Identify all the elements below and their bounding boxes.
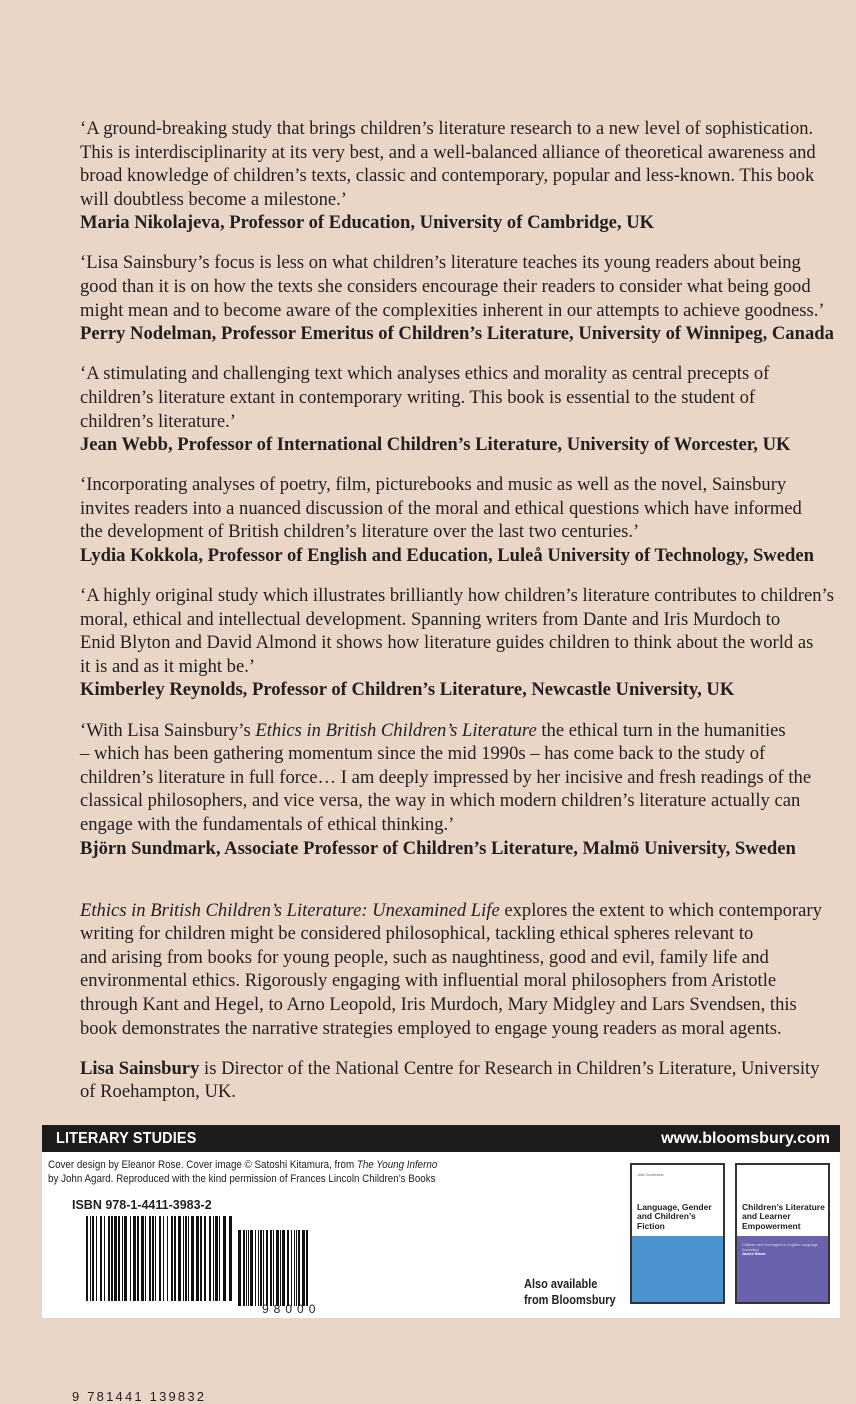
quote-line: ‘With Lisa Sainsbury’s Ethics in British Children’s Literature the ethical turn in the humanities	[80, 719, 786, 741]
barcode-bar	[258, 1230, 259, 1306]
category-label: LITERARY STUDIES	[56, 1129, 197, 1147]
barcode-bar	[250, 1230, 253, 1306]
bio-text: is Director of the National Centre for Research in Children’s Literature, University	[199, 1057, 820, 1079]
quote-line: ‘A stimulating and challenging text which analyses ethics and morality as central precepts of	[80, 363, 770, 385]
quote-line: will doubtless become a milestone.’	[80, 188, 347, 210]
barcode-bar	[263, 1230, 264, 1306]
barcode-bar	[90, 1216, 91, 1301]
barcode-bar	[171, 1216, 173, 1301]
quote-line: children’s literature extant in contemporary writing. This book is essential to the student of	[80, 386, 756, 408]
quote-1	[80, 117, 850, 235]
barcode-bar	[159, 1216, 161, 1301]
barcode-bar	[219, 1216, 220, 1301]
barcode-bar	[280, 1230, 281, 1306]
cover-credits: Cover design by Eleanor Rose. Cover image © Satoshi Kitamura, from The Young Inferno by John Agard. Reproduced with the kind permission of Frances Lincoln Children’s Books	[48, 1159, 438, 1185]
quote-attribution: Kimberley Reynolds, Professor of Children’s Literature, Newcastle University, UK	[80, 679, 735, 701]
description-line: through Kant and Hegel, to Arno Leopold, Iris Murdoch, Mary Midgley and Lars Svendsen, this	[80, 994, 797, 1015]
barcode-bar	[183, 1216, 184, 1301]
barcode-bar	[114, 1216, 117, 1301]
barcode-bar	[152, 1216, 154, 1301]
quote-line: engage with the fundamentals of ethical thinking.’	[80, 813, 455, 835]
description-line: and arising from books for young people, such as naughtiness, good and evil, family life and	[80, 946, 769, 968]
cover-author: Jane Sunderland	[637, 1173, 664, 1177]
quote-line: ‘Incorporating analyses of poetry, film, picturebooks and music as well as the novel, Sainsbury	[80, 474, 787, 496]
quote-3	[80, 362, 850, 456]
quote-5	[80, 584, 850, 702]
cover-title: Children’s Literature and Learner Empowerment	[742, 1201, 825, 1231]
barcode-bar	[92, 1216, 94, 1301]
barcode-bar	[185, 1216, 187, 1301]
price-code: 98000	[262, 1302, 321, 1316]
quote-2	[80, 251, 850, 345]
description	[80, 899, 850, 1041]
barcode-bar	[223, 1216, 226, 1301]
barcode-bar	[294, 1230, 295, 1306]
related-book-cover-1[interactable]	[630, 1163, 725, 1304]
barcode-bar	[100, 1216, 102, 1301]
barcode-bar	[108, 1216, 110, 1301]
barcode-bar	[238, 1230, 241, 1306]
description-line: book demonstrates the narrative strategies employed to engage young readers as moral agents.	[80, 1017, 782, 1039]
related-book-cover-2[interactable]	[735, 1163, 830, 1304]
author-name: Lisa Sainsbury	[80, 1057, 200, 1079]
barcode-bar	[255, 1230, 256, 1306]
barcode-bar	[248, 1230, 249, 1306]
isbn: ISBN 978-1-4411-3983-2	[72, 1198, 212, 1212]
barcode-bar	[124, 1216, 127, 1301]
quote-attribution: Perry Nodelman, Professor Emeritus of Children’s Literature, University of Winnipeg, Canada	[80, 323, 834, 345]
quote-line: the development of British children’s literature over the last two centuries.’	[80, 521, 640, 543]
quote-line: Enid Blyton and David Almond it shows how literature guides children to think about the world as	[80, 632, 814, 654]
quote-line: children’s literature in full force… I am deeply impressed by her incisive and fresh readings of the	[80, 766, 812, 788]
barcode-bar	[178, 1216, 181, 1301]
quote-line: invites readers into a nuanced discussion of the moral and ethical questions which have informed	[80, 497, 802, 519]
quote-6	[80, 719, 850, 861]
quote-line: good than it is on how the texts she considers encourage their readers to consider what being good	[80, 276, 811, 298]
barcode-bar	[104, 1216, 105, 1301]
barcode	[72, 1216, 321, 1404]
barcode-bar	[111, 1216, 113, 1301]
cover-author: Janice Bland	[742, 1252, 766, 1256]
barcode-bar	[298, 1230, 300, 1306]
quote-line: This is interdisciplinarity at its very best, and a well-balanced alliance of theoretical awareness and	[80, 141, 816, 163]
barcode-bar	[155, 1216, 156, 1301]
barcode-bar	[276, 1230, 279, 1306]
barcode-bar	[273, 1230, 274, 1306]
quote-line: children’s literature.’	[80, 410, 236, 432]
barcode-bar	[209, 1216, 211, 1301]
barcode-bar	[213, 1216, 214, 1301]
barcode-bar	[145, 1216, 146, 1301]
barcode-bar	[118, 1216, 120, 1301]
barcode-bar	[291, 1230, 292, 1306]
barcode-bar	[141, 1216, 144, 1301]
description-line: writing for children might be considered philosophical, tackling ethical spheres relevant to	[80, 923, 754, 945]
website-link[interactable]: www.bloomsbury.com	[661, 1129, 830, 1147]
barcode-bar	[282, 1230, 285, 1306]
barcode-bar	[174, 1216, 176, 1301]
barcode-bar	[270, 1230, 272, 1306]
barcode-bar	[200, 1216, 202, 1301]
barcode-bar	[260, 1230, 262, 1306]
barcode-bar	[302, 1230, 305, 1306]
barcode-bar	[306, 1230, 308, 1306]
cover-title: Language, Gender and Children’s Fiction	[637, 1201, 712, 1231]
also-available-label: Also available from Bloomsbury	[524, 1277, 616, 1307]
quote-4	[80, 473, 850, 567]
barcode-bar	[163, 1216, 164, 1301]
barcode-bar	[86, 1216, 88, 1301]
barcode-bar	[96, 1216, 97, 1301]
quote-line: broad knowledge of children’s texts, classic and contemporary, popular and less-known. This book	[80, 165, 815, 187]
barcode-bar	[246, 1230, 247, 1306]
quote-line: moral, ethical and intellectual development. Spanning writers from Dante and Iris Murdoch to	[80, 608, 781, 630]
barcode-bar	[137, 1216, 139, 1301]
barcode-bar	[296, 1230, 297, 1306]
quote-line: ‘A ground-breaking study that brings children’s literature research to a new level of sophistication.	[80, 118, 814, 139]
category-bar	[42, 1125, 840, 1152]
quote-line: ‘Lisa Sainsbury’s focus is less on what children’s literature teaches its young readers about being	[80, 252, 801, 274]
quote-line: classical philosophers, and vice versa, the way in which modern children’s literature actually can	[80, 790, 801, 812]
barcode-bar	[133, 1216, 136, 1301]
barcode-bar	[122, 1216, 123, 1301]
barcode-bar	[215, 1216, 218, 1301]
barcode-bar	[287, 1230, 289, 1306]
quote-attribution: Björn Sundmark, Associate Professor of Children’s Literature, Malmö University, Sweden	[80, 837, 796, 859]
barcode-bar	[188, 1216, 189, 1301]
barcode-bar	[167, 1216, 168, 1301]
cover-subtitle: Children and Teenagers in English Language Education	[742, 1243, 818, 1252]
barcode-bar	[204, 1216, 206, 1301]
barcode-bar	[149, 1216, 151, 1301]
barcode-bar	[266, 1230, 268, 1306]
description-line: Ethics in British Children’s Literature: Unexamined Life explores the extent to which contemporary	[80, 899, 822, 921]
barcode-digits: 9 781441 139832	[72, 1389, 207, 1404]
barcode-bar	[191, 1216, 194, 1301]
description-line: environmental ethics. Rigorously engaging with influential moral philosophers from Aristotle	[80, 970, 777, 992]
footer-panel	[42, 1125, 840, 1404]
bio-text: of Roehampton, UK.	[80, 1081, 236, 1103]
barcode-bar	[130, 1216, 131, 1301]
barcode-bar	[243, 1230, 245, 1306]
quote-attribution: Jean Webb, Professor of International Children’s Literature, University of Worcester, UK	[80, 434, 791, 456]
quote-line: it is and as it might be.’	[80, 655, 256, 677]
quote-attribution: Maria Nikolajeva, Professor of Education, University of Cambridge, UK	[80, 212, 655, 234]
barcode-bar	[196, 1216, 199, 1301]
quote-line: ‘A highly original study which illustrates brilliantly how children’s literature contributes to children’s	[80, 585, 834, 607]
author-bio	[80, 1057, 850, 1104]
quote-line: might mean and to become aware of the complexities inherent in our attempts to achieve goodness.’	[80, 299, 825, 321]
quote-line: – which has been gathering momentum since the mid 1990s – has come back to the study of	[80, 743, 766, 765]
back-cover-text	[80, 117, 850, 1120]
barcode-bar	[229, 1216, 232, 1301]
quote-attribution: Lydia Kokkola, Professor of English and Education, Luleå University of Technology, Sweden	[80, 545, 814, 566]
